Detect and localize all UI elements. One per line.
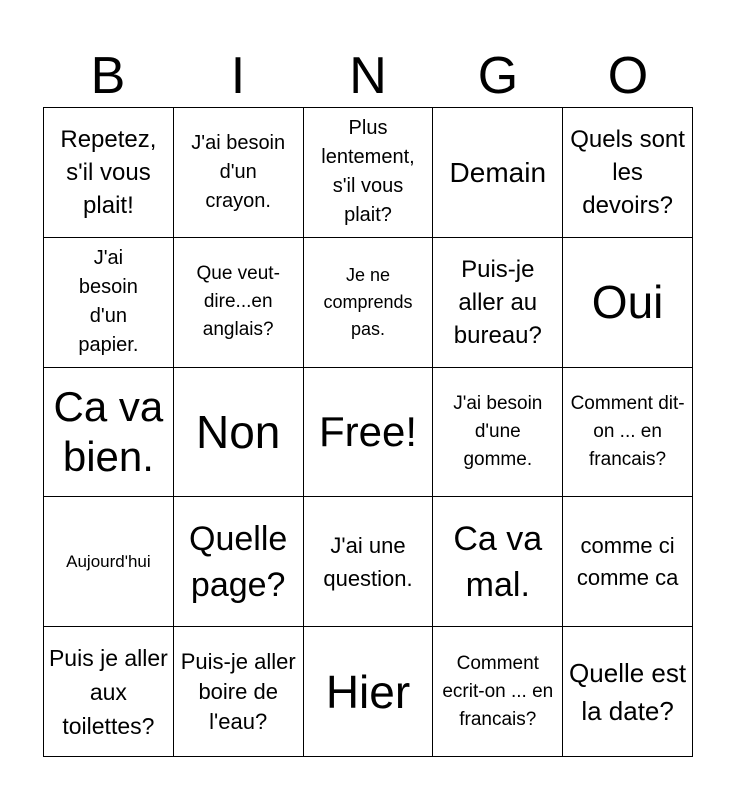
bingo-cell[interactable] [44, 497, 174, 627]
cell-text: Ca va mal. [453, 519, 543, 604]
cell-text: Quelle est la date? [569, 657, 687, 726]
cell-text: Je ne comprends pas. [323, 264, 413, 339]
bingo-cell[interactable] [174, 238, 304, 368]
bingo-cell[interactable] [563, 497, 693, 627]
header-letter-o: O [607, 47, 649, 105]
header-letter-i: I [230, 47, 246, 105]
cell-text: Quels sont les devoirs? [570, 125, 685, 219]
bingo-grid [43, 107, 693, 757]
cell-text: Comment dit-on ... en francais? [570, 392, 685, 470]
cell-text: Non [196, 405, 281, 458]
cell-text: Quelle page? [189, 519, 288, 604]
bingo-cell-free[interactable] [304, 368, 434, 498]
cell-text: Ca va bien. [53, 382, 164, 480]
bingo-header [43, 44, 693, 108]
header-letter-n: N [349, 47, 387, 105]
cell-text: Comment ecrit-on ... en francais? [442, 652, 554, 730]
header-letter-g: G [477, 47, 519, 105]
cell-text: J'ai besoin d'un papier. [78, 247, 139, 357]
bingo-cell[interactable] [433, 627, 563, 757]
bingo-cell[interactable] [44, 627, 174, 757]
cell-text: Repetez, s'il vous plait! [60, 125, 157, 219]
bingo-cell[interactable] [563, 368, 693, 498]
cell-text: Plus lentement, s'il vous plait? [321, 117, 415, 227]
cell-text: Aujourd'hui [66, 552, 151, 572]
bingo-cell[interactable] [304, 238, 434, 368]
cell-text: Puis je aller aux toilettes? [48, 644, 168, 739]
bingo-cell[interactable] [433, 238, 563, 368]
bingo-cell[interactable] [433, 108, 563, 238]
header-letter-b: B [90, 47, 126, 105]
cell-text: Hier [325, 665, 411, 718]
bingo-cell[interactable] [304, 497, 434, 627]
bingo-cell[interactable] [44, 108, 174, 238]
bingo-cell[interactable] [563, 108, 693, 238]
cell-text: J'ai besoin d'une gomme. [453, 392, 543, 470]
bingo-cell[interactable] [304, 108, 434, 238]
cell-text: Puis-je aller boire de l'eau? [180, 648, 296, 734]
bingo-cell[interactable] [563, 238, 693, 368]
cell-text: Que veut-dire...en anglais? [196, 263, 280, 341]
bingo-cell[interactable] [174, 368, 304, 498]
cell-text: J'ai besoin d'un crayon. [191, 131, 286, 212]
bingo-cell[interactable] [44, 368, 174, 498]
cell-text: Oui [591, 276, 664, 329]
cell-text: Free! [318, 407, 417, 455]
bingo-cell[interactable] [304, 627, 434, 757]
bingo-cell[interactable] [174, 627, 304, 757]
cell-text: Demain [449, 156, 547, 188]
bingo-cell[interactable] [433, 497, 563, 627]
bingo-cell[interactable] [433, 368, 563, 498]
bingo-cell[interactable] [563, 627, 693, 757]
cell-text: comme ci comme ca [576, 532, 679, 590]
bingo-cell[interactable] [174, 108, 304, 238]
bingo-cell[interactable] [44, 238, 174, 368]
cell-text: Puis-je aller au bureau? [453, 255, 542, 349]
bingo-cell[interactable] [174, 497, 304, 627]
cell-text: J'ai une question. [323, 532, 413, 591]
